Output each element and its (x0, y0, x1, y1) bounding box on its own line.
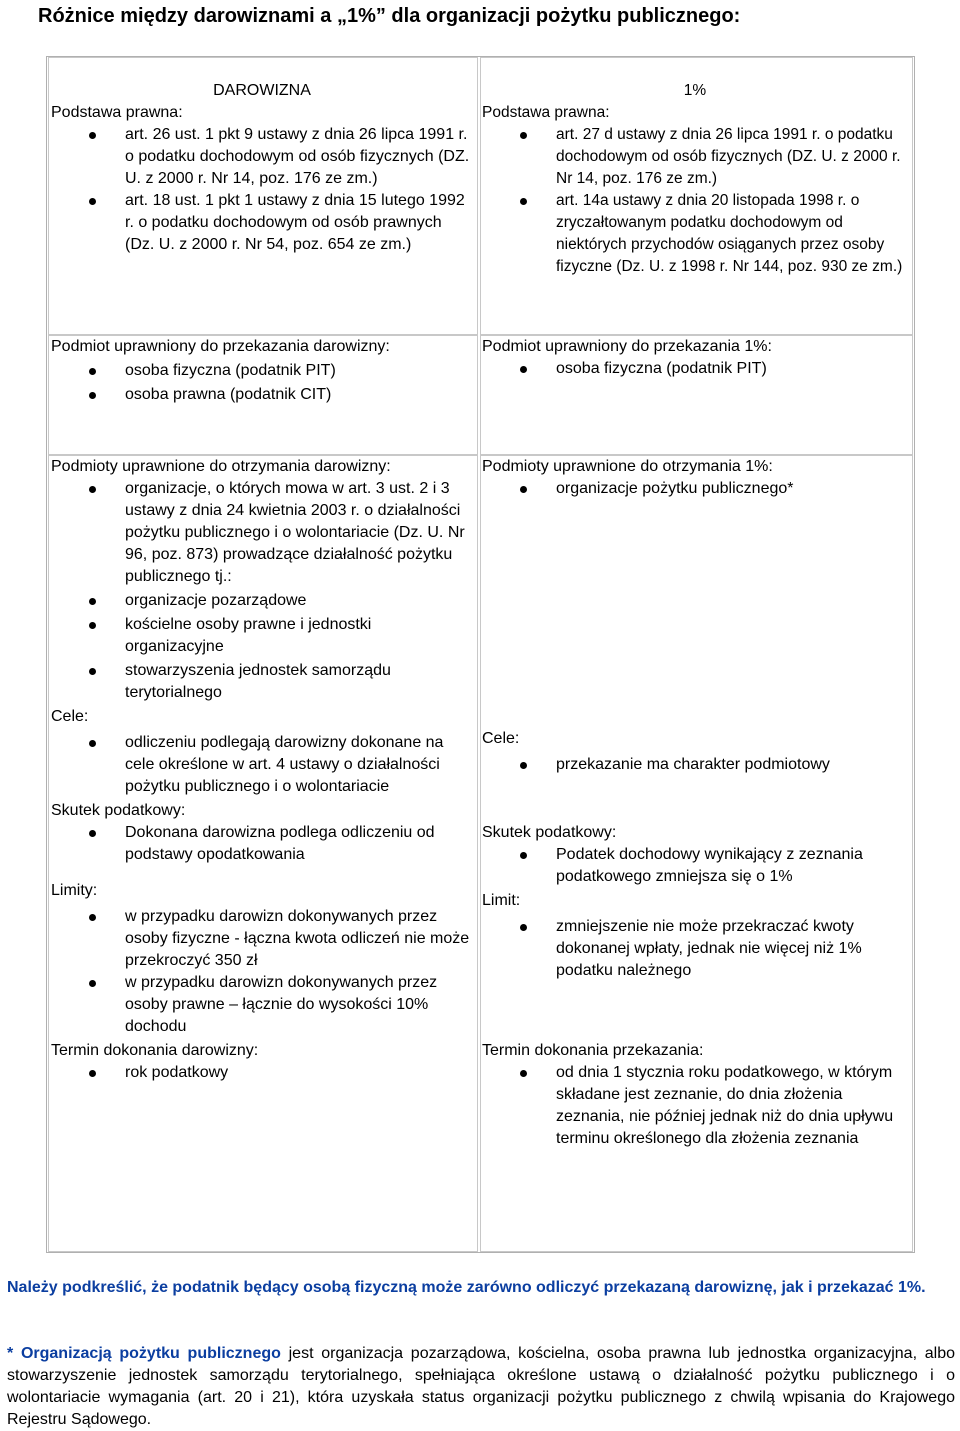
list-item: w przypadku darowizn dokonywanych przez osoby fizyczne - łączna kwota odliczeń nie może przekroczyć 350 zł (51, 906, 473, 972)
column-header-darowizna: DAROWIZNA (213, 82, 311, 99)
list-item: osoba prawna (podatnik CIT) (51, 384, 473, 406)
list-item: osoba fizyczna (podatnik PIT) (482, 358, 908, 380)
list-item: organizacje, o których mowa w art. 3 ust. 2 i 3 ustawy z dnia 24 kwietnia 2003 r. o działalności pożytku publicznego i o wolontariacie (Dz. U. Nr 96, poz. 873) prowadzące działalność pożytku publicznego tj.: (51, 478, 473, 588)
list (482, 124, 908, 278)
list-item: od dnia 1 stycznia roku podatkowego, w którym składane jest zeznanie, do dnia złożenia zeznania, nie później jednak niż do dnia upływu terminu określonego dla złożenia zeznania (482, 1062, 908, 1150)
list-item: Dokonana darowizna podlega odliczeniu od podstawy opodatkowania (51, 822, 473, 866)
definition-note (7, 1343, 955, 1431)
section-header: Podmioty uprawnione do otrzymania darowizny: (51, 458, 391, 475)
list-item: kościelne osoby prawne i jednostki organizacyjne (51, 614, 473, 658)
list-item: art. 26 ust. 1 pkt 9 ustawy z dnia 26 lipca 1991 r. o podatku dochodowym od osób fizycznych (DZ. U. z 2000 r. Nr 14, poz. 176 ze zm.) (51, 124, 473, 190)
definition-lead: * Organizacją pożytku publicznego (7, 1345, 281, 1362)
list-item: stowarzyszenia jednostek samorządu terytorialnego (51, 660, 473, 704)
section-header: Skutek podatkowy: (482, 824, 617, 841)
cell-right-giver (480, 335, 913, 455)
section-header: Termin dokonania przekazania: (482, 1042, 704, 1059)
list (51, 1062, 473, 1084)
section-header: Limity: (51, 882, 98, 899)
list-item: osoba fizyczna (podatnik PIT) (51, 360, 473, 382)
list (51, 478, 473, 704)
section-header: Podstawa prawna: (51, 104, 183, 121)
section-header: Skutek podatkowy: (51, 802, 186, 819)
list-item: rok podatkowy (51, 1062, 473, 1084)
cell-right-details (480, 455, 913, 1252)
section-header: Podmiot uprawniony do przekazania darowizny: (51, 338, 390, 355)
section-header: Termin dokonania darowizny: (51, 1042, 259, 1059)
page-title: Różnice między darowiznami a „1%” dla organizacji pożytku publicznego: (38, 5, 741, 27)
list (482, 1062, 908, 1150)
list (482, 916, 908, 982)
cell-left-giver (48, 335, 478, 455)
list-item: art. 27 d ustawy z dnia 26 lipca 1991 r. o podatku dochodowym od osób fizycznych (DZ. U. z 2000 r. Nr 14, poz. 176 ze zm.) (482, 124, 908, 190)
column-header-1-percent: 1% (683, 82, 707, 99)
list-item: art. 14a ustawy z dnia 20 listopada 1998 r. o zryczałtowanym podatku dochodowym od niektórych przychodów osiąganych przez osoby fizyczne (Dz. U. z 1998 r. Nr 144, poz. 930 ze zm.) (482, 190, 908, 278)
comparison-table (46, 56, 915, 1253)
section-header: Podmiot uprawniony do przekazania 1%: (482, 338, 772, 355)
section-header: Cele: (482, 730, 520, 747)
list (51, 360, 473, 406)
list-item: odliczeniu podlegają darowizny dokonane na cele określone w art. 4 ustawy o działalności pożytku publicznego i o wolontariacie (51, 732, 473, 798)
list-item: przekazanie ma charakter podmiotowy (482, 754, 908, 776)
list (482, 358, 908, 380)
list (482, 754, 908, 776)
list-item: zmniejszenie nie może przekraczać kwoty dokonanej wpłaty, jednak nie więcej niż 1% podatku należnego (482, 916, 908, 982)
row-legal-basis (47, 57, 914, 335)
cell-right-legal-basis (480, 57, 913, 335)
list (482, 844, 908, 888)
definition-text: jest organizacja pozarządowa, kościelna, osoba prawna lub jednostka organizacyjna, albo stowarzyszenie jednostek samorządu terytorialnego, spełniająca określone ustawą o działalność pożytku publicznego i o wolontariacie wymagania (art. 20 i 21), która uzyskała status organizacji pożytku publicznego z chwilą wpisania do Krajowego Rejestru Sądowego. (7, 1345, 955, 1428)
row-giver (47, 335, 914, 455)
section-header: Limit: (482, 892, 521, 909)
row-details (47, 455, 914, 1252)
emphasis-note: Należy podkreślić, że podatnik będący osobą fizyczną może zarówno odliczyć przekazaną darowiznę, jak i przekazać 1%. (7, 1279, 926, 1296)
list (51, 732, 473, 798)
list (51, 906, 473, 1038)
section-header: Cele: (51, 708, 89, 725)
list (482, 478, 908, 500)
cell-left-legal-basis (48, 57, 478, 335)
list-item: organizacje pożytku publicznego* (482, 478, 908, 500)
section-header: Podmioty uprawnione do otrzymania 1%: (482, 458, 773, 475)
section-header: Podstawa prawna: (482, 104, 610, 121)
list-item: w przypadku darowizn dokonywanych przez osoby prawne – łącznie do wysokości 10% dochodu (51, 972, 473, 1038)
list-item: organizacje pozarządowe (51, 590, 473, 612)
list-item: art. 18 ust. 1 pkt 1 ustawy z dnia 15 lutego 1992 r. o podatku dochodowym od osób prawnych (Dz. U. z 2000 r. Nr 54, poz. 654 ze zm.) (51, 190, 473, 256)
list (51, 124, 473, 256)
cell-left-details (48, 455, 478, 1252)
list (51, 822, 473, 866)
list-item: Podatek dochodowy wynikający z zeznania podatkowego zmniejsza się o 1% (482, 844, 908, 888)
